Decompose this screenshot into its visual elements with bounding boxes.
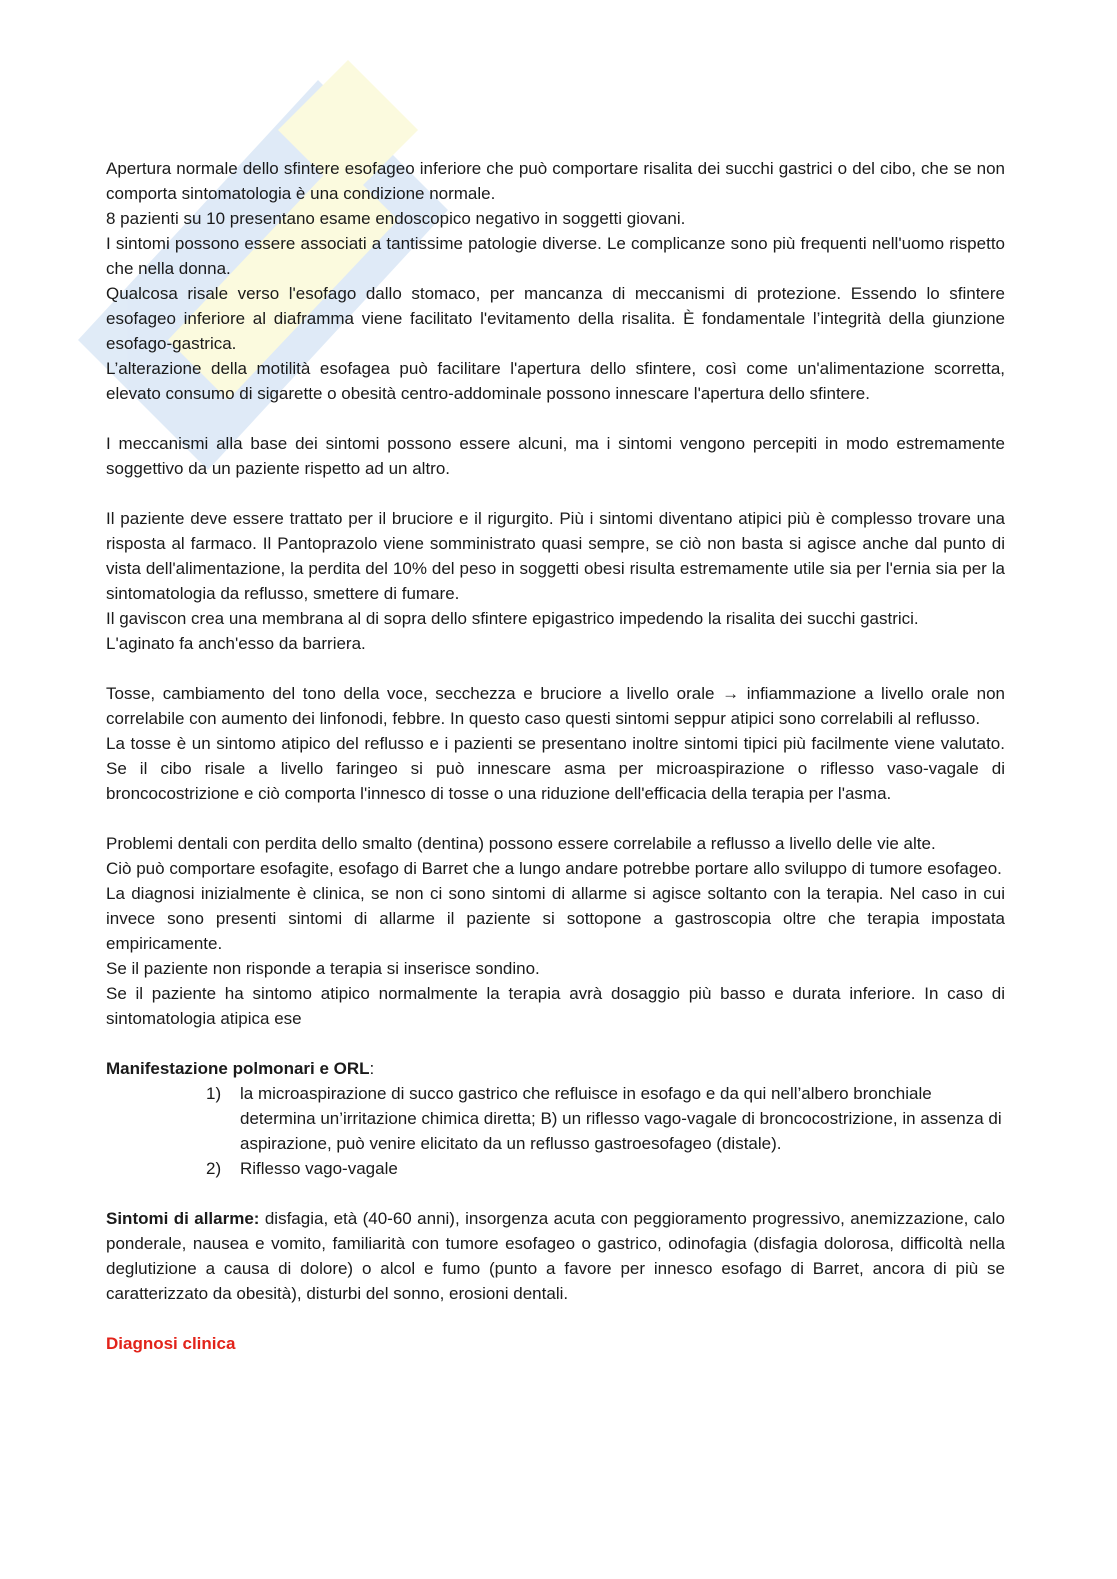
paragraph: La diagnosi inizialmente è clinica, se non ci sono sintomi di allarme si agisce soltanto con la terapia. Nel caso in cui invece sono presenti sintomi di allarme il paziente si sottopone a gastroscopia oltre che terapia impostata empiricamente. [106,884,1005,953]
paragraph: Ciò può comportare esofagite, esofago di Barret che a lungo andare potrebbe portare allo sviluppo di tumore esofageo. [106,859,1002,878]
paragraph: Problemi dentali con perdita dello smalto (dentina) possono essere correlabile a reflusso a livello delle vie alte. [106,834,936,853]
paragraph: L'aginato fa anch'esso da barriera. [106,634,366,653]
manifestazioni-list [106,1081,1005,1181]
list-item [206,1081,1005,1156]
document-body [106,156,1005,1356]
list-item [206,1156,1005,1181]
list-number: 2) [206,1159,222,1178]
list-number: 1) [206,1084,222,1103]
manifestazioni-colon: : [369,1059,375,1078]
paragraph: Il gaviscon crea una membrana al di sopra dello sfintere epigastrico impedendo la risalita dei succhi gastrici. [106,609,919,628]
allarme-text: disfagia, età (40-60 anni), insorgenza acuta con peggioramento progressivo, anemizzazione, calo ponderale, nausea e vomito, familiarità con tumore esofageo o gastrico, odinofagia (disfagia dolorosa, difficoltà nella deglutizione a causa di dolore) o alcol e fumo (punto a favore per innesco esofago di Barret, ancora di più se caratterizzato da obesità), disturbi del sonno, erosioni dentali. [106,1209,1005,1303]
paragraph: Se il paziente non risponde a terapia si inserisce sondino. [106,959,540,978]
manifestazioni-heading [106,1056,1005,1081]
paragraph: 8 pazienti su 10 presentano esame endoscopico negativo in soggetti giovani. [106,209,686,228]
allarme-paragraph [106,1206,1005,1306]
list-item-text: la microaspirazione di succo gastrico che refluisce in esofago e da qui nell’albero bronchiale determina un’irritazione chimica diretta; B) un riflesso vago-vagale di broncocostrizione, in assenza di aspirazione, può venire elicitato da un reflusso gastroesofageo (distale). [240,1084,1002,1153]
paragraph: Se il paziente ha sintomo atipico normalmente la terapia avrà dosaggio più basso e durata inferiore. In caso di sintomatologia atipica ese [106,984,1005,1028]
paragraph: L’alterazione della motilità esofagea può facilitare l'apertura dello sfintere, così come un'alimentazione scorretta, elevato consumo di sigarette o obesità centro-addominale possono innescare l'apertura dello sfintere. [106,359,1005,403]
list-item-text: Riflesso vago-vagale [240,1159,398,1178]
paragraph: Tosse, cambiamento del tono della voce, secchezza e bruciore a livello orale → infiammazione a livello orale non correlabile con aumento dei linfonodi, febbre. In questo caso questi sintomi seppur atipici sono correlabili al reflusso. [106,684,1005,728]
allarme-label: Sintomi di allarme: [106,1209,260,1228]
manifestazioni-title: Manifestazione polmonari e ORL [106,1059,370,1078]
section-heading: Diagnosi clinica [106,1334,236,1353]
paragraph: Il paziente deve essere trattato per il bruciore e il rigurgito. Più i sintomi diventano atipici più è complesso trovare una risposta al farmaco. Il Pantoprazolo viene somministrato quasi sempre, se ciò non basta si agisce anche dal punto di vista dell'alimentazione, la perdita del 10% del peso in soggetti obesi risulta estremamente utile sia per l'ernia sia per la sintomatologia da reflusso, smettere di fumare. [106,509,1005,603]
paragraph: La tosse è un sintomo atipico del reflusso e i pazienti se presentano inoltre sintomi tipici più facilmente viene valutato. Se il cibo risale a livello faringeo si può innescare asma per microaspirazione o riflesso vaso-vagale di broncocostrizione e ciò comporta l'innesco di tosse o una riduzione dell'efficacia della terapia per l'asma. [106,734,1005,803]
paragraph: I sintomi possono essere associati a tantissime patologie diverse. Le complicanze sono più frequenti nell'uomo rispetto che nella donna. [106,234,1005,278]
paragraph: I meccanismi alla base dei sintomi possono essere alcuni, ma i sintomi vengono percepiti in modo estremamente soggettivo da un paziente rispetto ad un altro. [106,434,1005,478]
paragraph: Apertura normale dello sfintere esofageo inferiore che può comportare risalita dei succhi gastrici o del cibo, che se non comporta sintomatologia è una condizione normale. [106,159,1005,203]
paragraph: Qualcosa risale verso l'esofago dallo stomaco, per mancanza di meccanismi di protezione. Essendo lo sfintere esofageo inferiore al diaframma viene facilitato l'evitamento della risalita. È fondamentale l’integrità della giunzione esofago-gastrica. [106,284,1005,353]
